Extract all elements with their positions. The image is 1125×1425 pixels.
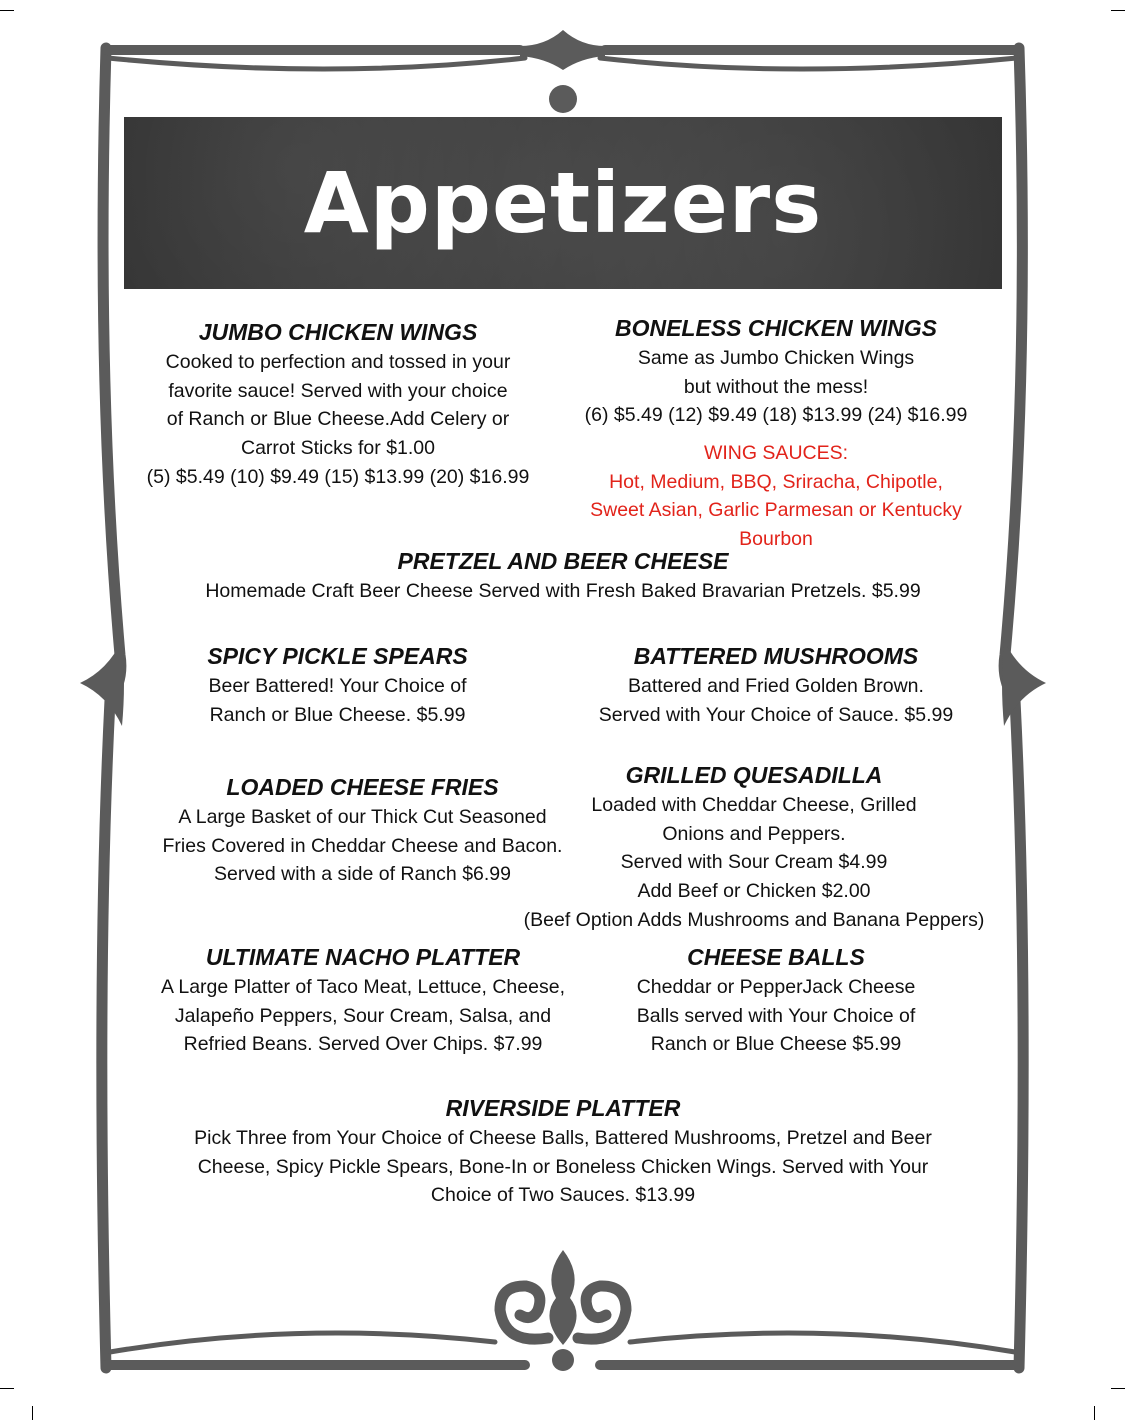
item-desc-line: Same as Jumbo Chicken Wings <box>637 347 915 369</box>
item-desc-line: Ranch or Blue Cheese. $5.99 <box>209 703 466 726</box>
item-desc-line: Cheddar or PepperJack Cheese <box>636 976 916 998</box>
item-desc-line: Pick Three from Your Choice of Cheese Balls, Battered Mushrooms, Pretzel and Beer <box>194 1127 932 1149</box>
item-desc-line: Choice of Two Sauces. $13.99 <box>430 1184 696 1207</box>
title-banner <box>124 117 1002 289</box>
item-desc-line: Cooked to perfection and tossed in your <box>165 351 511 373</box>
item-name: JUMBO CHICKEN WINGS <box>198 319 478 345</box>
item-desc-line: Served with a side of Ranch $6.99 <box>213 863 511 886</box>
item-desc-line: Cheese, Spicy Pickle Spears, Bone-In or Boneless Chicken Wings. Served with Your <box>197 1155 929 1178</box>
sauces-line: Hot, Medium, BBQ, Sriracha, Chipotle, <box>609 470 943 493</box>
item-desc-line: but without the mess! <box>683 375 869 398</box>
item-desc-line: Ranch or Blue Cheese $5.99 <box>650 1033 902 1056</box>
item-desc-line: A Large Platter of Taco Meat, Lettuce, Cheese, <box>161 976 565 998</box>
item-name: PRETZEL AND BEER CHEESE <box>397 548 729 574</box>
item-price-line: (5) $5.49 (10) $9.49 (15) $13.99 (20) $16.99 <box>146 465 530 488</box>
menu-item-nachos <box>130 941 596 1059</box>
item-name: SPICY PICKLE SPEARS <box>207 643 468 669</box>
item-desc-line: A Large Basket of our Thick Cut Seasoned <box>178 806 547 828</box>
item-desc-line: of Ranch or Blue Cheese.Add Celery or <box>166 408 510 431</box>
menu-item-pickle <box>140 640 535 729</box>
item-name: CHEESE BALLS <box>687 944 865 970</box>
item-desc-line: Onions and Peppers. <box>662 822 846 845</box>
item-desc-line: Homemade Craft Beer Cheese Served with Fresh Baked Bravarian Pretzels. $5.99 <box>205 580 921 602</box>
item-price-line: Add Beef or Chicken $2.00 <box>637 880 871 903</box>
item-name: BATTERED MUSHROOMS <box>633 643 919 669</box>
item-desc-line: Fries Covered in Cheddar Cheese and Bacon. <box>162 834 563 857</box>
item-note-line: (Beef Option Adds Mushrooms and Banana Peppers) <box>523 909 985 931</box>
menu-item-quesadilla <box>534 759 974 906</box>
item-name: BONELESS CHICKEN WINGS <box>614 315 938 341</box>
sauces-heading: WING SAUCES: <box>703 442 849 464</box>
item-desc-line: Carrot Sticks for $1.00 <box>241 437 435 460</box>
item-desc-line: Refried Beans. Served Over Chips. $7.99 <box>183 1033 543 1056</box>
menu-item-mushrooms <box>566 640 986 729</box>
item-name: RIVERSIDE PLATTER <box>445 1095 681 1121</box>
sauces-line: Bourbon <box>739 528 813 551</box>
item-desc-line: Served with Your Choice of Sauce. $5.99 <box>598 703 954 726</box>
menu-item-boneless-wings <box>556 312 996 430</box>
quesadilla-note <box>504 906 1004 935</box>
menu-item-pretzel <box>130 545 996 606</box>
item-desc-line: favorite sauce! Served with your choice <box>168 379 508 402</box>
item-price-line: Served with Sour Cream $4.99 <box>620 851 888 874</box>
item-name: GRILLED QUESADILLA <box>625 762 883 788</box>
sauces-line: Sweet Asian, Garlic Parmesan or Kentucky <box>590 499 962 522</box>
item-desc-line: Loaded with Cheddar Cheese, Grilled <box>591 794 917 816</box>
item-name: ULTIMATE NACHO PLATTER <box>205 944 521 970</box>
menu-item-cheese-balls <box>576 941 976 1059</box>
menu-item-jumbo-wings <box>110 316 566 492</box>
item-name: LOADED CHEESE FRIES <box>226 774 499 800</box>
item-desc-line: Jalapeño Peppers, Sour Cream, Salsa, and <box>174 1004 552 1027</box>
item-desc-line: Beer Battered! Your Choice of <box>208 675 467 697</box>
wing-sauces <box>556 439 996 554</box>
item-desc-line: Balls served with Your Choice of <box>636 1004 916 1027</box>
page-title: Appetizers <box>303 154 823 252</box>
menu-item-fries <box>140 771 585 889</box>
item-desc-line: Battered and Fried Golden Brown. <box>628 675 924 697</box>
item-price-line: (6) $5.49 (12) $9.49 (18) $13.99 (24) $16.99 <box>584 404 968 427</box>
menu-item-riverside <box>130 1092 996 1210</box>
